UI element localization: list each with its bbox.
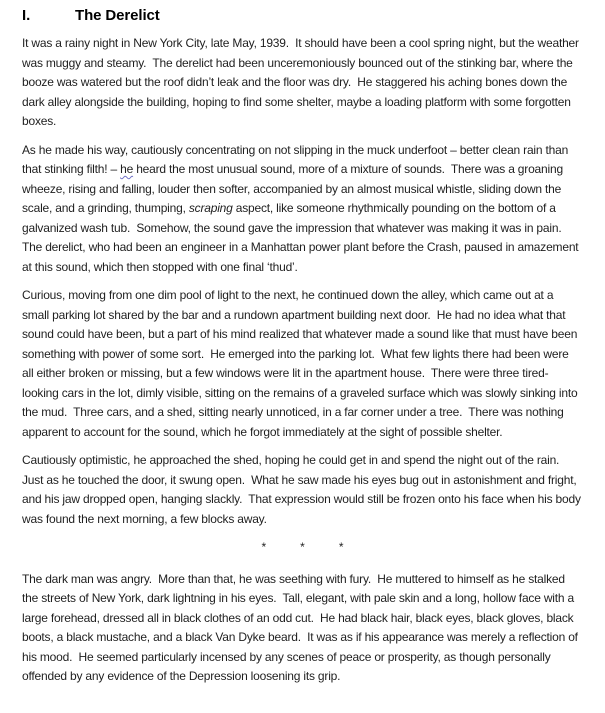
separator-asterisk: * <box>338 540 344 554</box>
text-run: aspect, like someone rhythmically pounding on the bottom of a galvanized wash tub. Somehow, the sound gave the impression that whatever was making it was in pain. The derelict, who had been an engineer in a Manhattan power plant before the Crash, paused in amazement at this sound, which then stopped with one final ‘thud’. <box>22 201 582 274</box>
grammar-check-underlined-word: he <box>120 162 134 176</box>
text-run: As he made his way, cautiously concentrating on not slipping in the muck underfoot – better clean rain than that stinking filth! – <box>22 142 572 176</box>
paragraph <box>22 570 583 687</box>
chapter-title: The Derelict <box>75 7 160 24</box>
paragraph <box>22 451 583 529</box>
text-run: Cautiously optimistic, he approached the shed, hoping he could get in and spend the night out of the rain. Just as he touched the door, it swung open. What he saw made his eyes bug out in astonishment and fright, and his jaw dropped open, hanging slackly. That expression would still be frozen onto his face when his body was found the next morning, a few blocks away. <box>22 453 584 526</box>
paragraphs <box>22 34 583 687</box>
section-separator <box>22 538 583 558</box>
italic-word: scraping <box>188 201 233 215</box>
text-run: heard the most unusual sound, more of a mixture of sounds. There was a groaning wheeze, rising and falling, louder then softer, accompanied by an almost musical whistle, sliding down the scale, and a grinding, thumping, <box>22 162 567 215</box>
paragraph <box>22 141 583 278</box>
separator-asterisk: * <box>300 540 305 554</box>
chapter-number: I. <box>22 7 31 24</box>
text-run: Curious, moving from one dim pool of light to the next, he continued down the alley, which came out at a small parking lot shared by the bar and a rundown apartment building next door. He had no idea what that sound could have been, but a part of his mind realized that whatever made a sound like that must have been something with power of some sort. He emerged into the parking lot. What few lights there had been were all either broken or missing, but a few windows were lit in the apartment house. There were three tired-looking cars in the lot, dimly visible, sitting on the remains of a graveled surface which was slowly sinking into the mud. Three cars, and a shed, sitting nearly unnoticed, in a far corner under a tree. There was nothing apparent to account for the sound, which he forgot immediately at the sight of possible shelter. <box>22 288 581 439</box>
separator-asterisk: * <box>261 540 267 554</box>
paragraph <box>22 286 583 442</box>
chapter-heading <box>22 7 583 24</box>
text-run: The dark man was angry. More than that, he was seething with fury. He muttered to himself as he stalked the streets of New York, dark lightning in his eyes. Tall, elegant, with pale skin and a long, hollow face with a large forehead, dressed all in black clothes of an odd cut. He had black hair, black eyes, black gloves, black boots, a black mustache, and a black Van Dyke beard. It was as if his appearance was merely a reflection of his mood. He seemed particularly incensed by any scenes of peace or prosperity, as though personally offended by any evidence of the Depression loosening its grip. <box>22 571 581 683</box>
text-run: It was a rainy night in New York City, late May, 1939. It should have been a cool spring night, but the weather was muggy and steamy. The derelict had been unceremoniously bounced out of the stinking bar, where the booze was watered but the roof didn’t leak and the floor was dry. He staggered his aching bones down the dark alley alongside the building, hoping to find some shelter, maybe a loading platform with some forgotten boxes. <box>22 36 582 128</box>
paragraph <box>22 34 583 132</box>
